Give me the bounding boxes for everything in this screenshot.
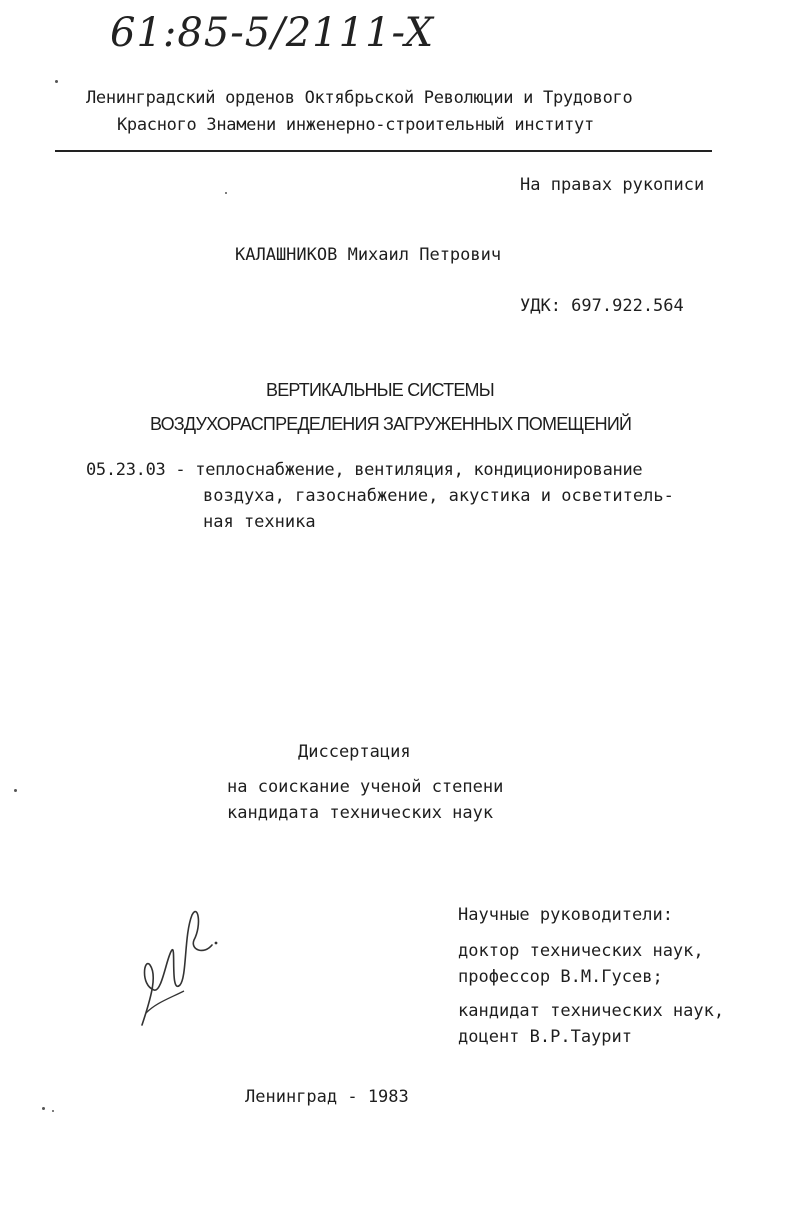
scan-speck: [52, 1110, 54, 1112]
specialty-code-line: 05.23.03 - теплоснабжение, вентиляция, кондиционирование: [86, 460, 643, 480]
udc-code: УДК: 697.922.564: [520, 296, 684, 316]
scan-speck: [42, 1107, 45, 1110]
supervisor-2-degree: кандидат технических наук,: [458, 1001, 725, 1021]
supervisor-1-name: профессор В.М.Гусев;: [458, 967, 663, 987]
dissertation-line-1: на соискание ученой степени: [227, 777, 504, 797]
specialty-line-2: воздуха, газоснабжение, акустика и осветитель-: [203, 486, 674, 506]
header-divider: [55, 150, 712, 152]
scan-speck: [225, 192, 227, 194]
scan-speck: [55, 80, 58, 83]
title-line-1: ВЕРТИКАЛЬНЫЕ СИСТЕМЫ: [266, 380, 494, 400]
supervisors-heading: Научные руководители:: [458, 905, 673, 925]
signature: [132, 895, 227, 1035]
supervisor-1-degree: доктор технических наук,: [458, 941, 704, 961]
specialty-line-3: ная техника: [203, 512, 316, 532]
archive-mark: 61:85-5/2111-X: [110, 10, 435, 56]
author-name: КАЛАШНИКОВ Михаил Петрович: [235, 245, 502, 265]
supervisor-2-name: доцент В.Р.Таурит: [458, 1027, 632, 1047]
manuscript-rights: На правах рукописи: [520, 175, 705, 195]
dissertation-line-2: кандидата технических наук: [227, 803, 494, 823]
scan-speck: [14, 789, 17, 792]
institution-line-1: Ленинградский орденов Октябрьской Революции и Трудового: [86, 88, 633, 108]
title-line-2: ВОЗДУХОРАСПРЕДЕЛЕНИЯ ЗАГРУЖЕННЫХ ПОМЕЩЕНИЙ: [150, 414, 632, 434]
institution-line-2: Красного Знамени инженерно-строительный институт: [117, 115, 594, 135]
dissertation-label: Диссертация: [298, 742, 411, 762]
place-year: Ленинград - 1983: [245, 1087, 409, 1107]
